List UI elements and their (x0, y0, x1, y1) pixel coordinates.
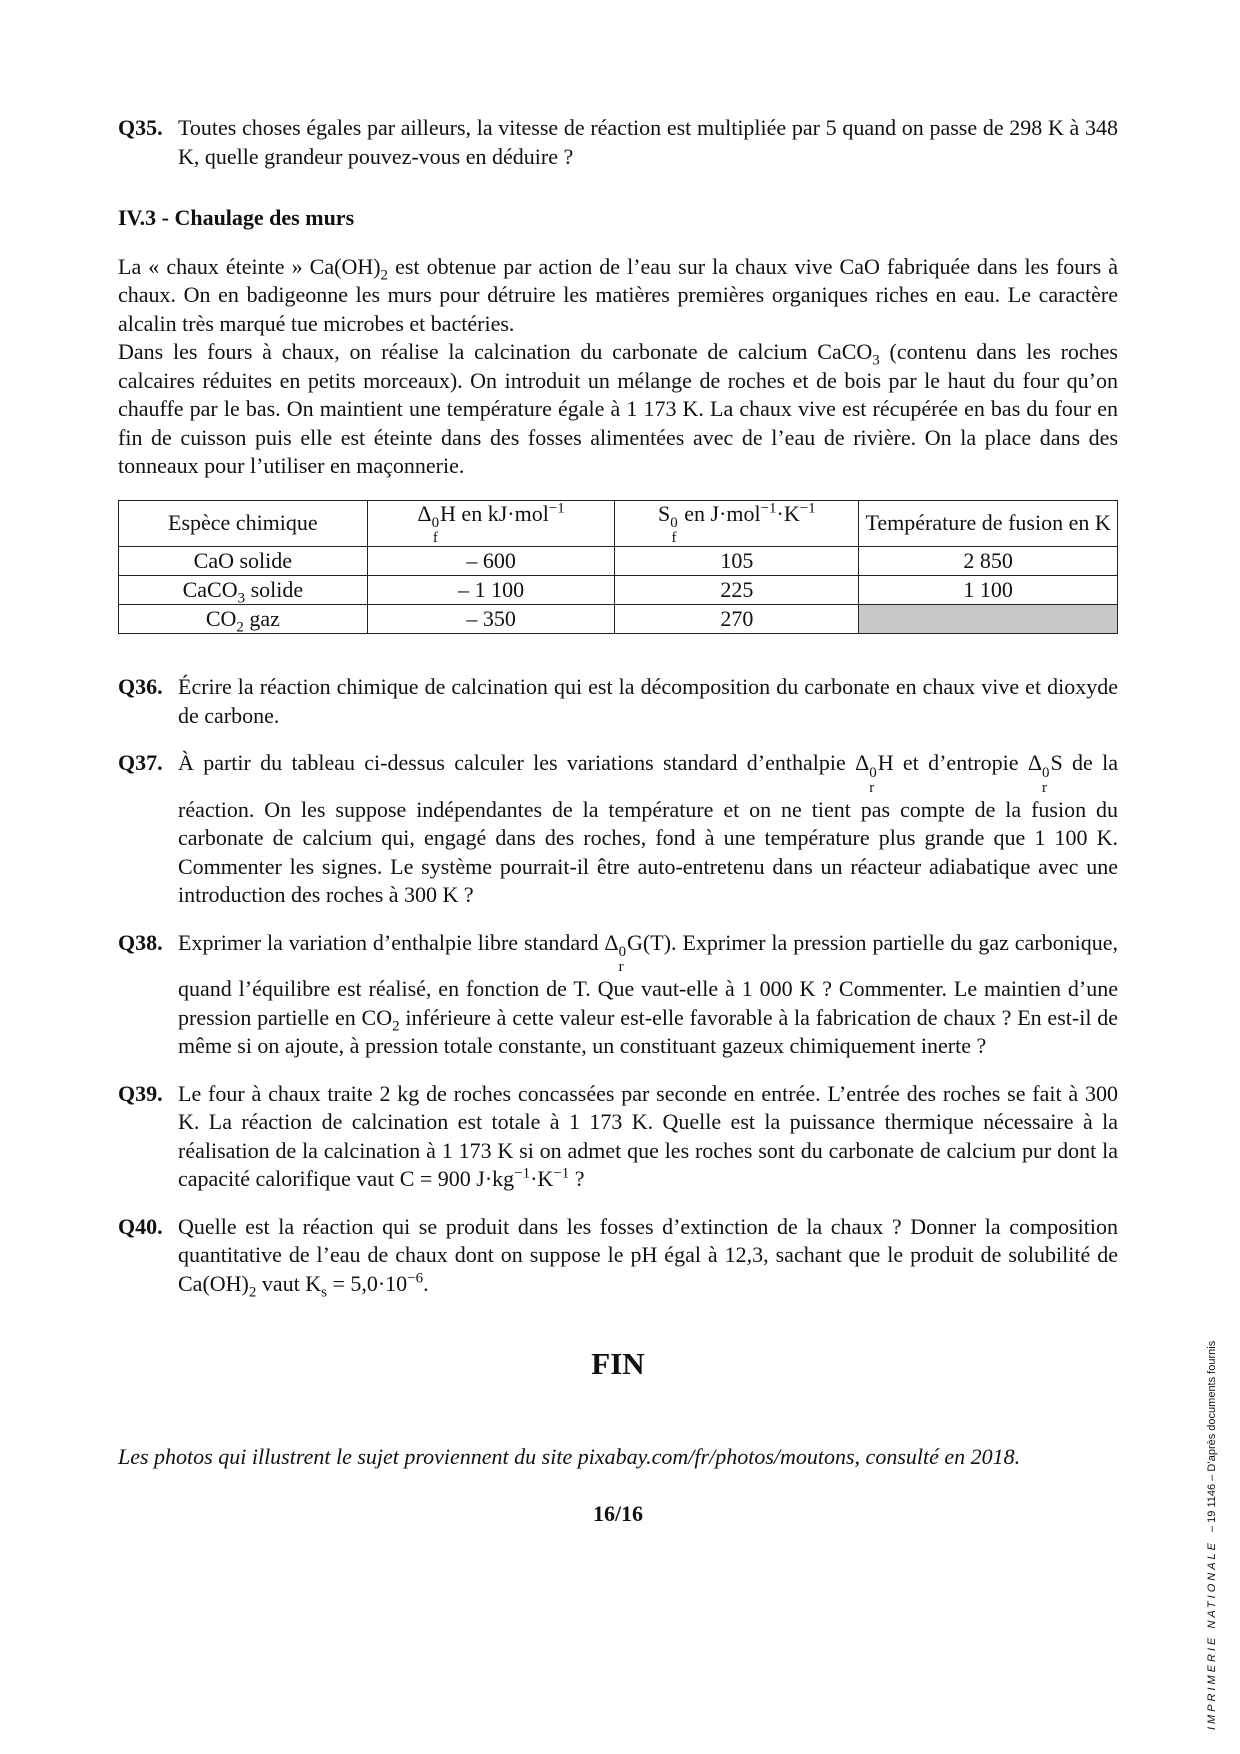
question-text: Le four à chaux traite 2 kg de roches concassées par seconde en entrée. L’entrée des roches se fait à 300 K. La réaction de calcination est totale à 1 173 K. Quelle est la puissance thermique nécessaire à la réalisation de la calcination à 1 173 K si on admet que les roches sont du carbonate de calcium pur dont la capacité calorifique vaut C = 900 $J\cdot kg^{-1}\cdot K^{-1}$ ? (178, 1080, 1118, 1192)
intro-paragraph-2: Dans les fours à chaux, on réalise la calcination du carbonate de calcium CaCO$_3$ (contenu dans les roches calcaires réduites en petits morceaux). On introduit un mélange de roches et de bois par le haut du four qu’on chauffe par le bas. On maintient une température égale à 1 173 K. La chaux vive est récupérée en bas du four en fin de cuisson puis elle est éteinte dans des fosses alimentées avec de l’eau de rivière. On la place dans des tonneaux pour l’utiliser en maçonnerie. (118, 339, 1118, 478)
photo-credit: Les photos qui illustrent le sujet proviennent du site pixabay.com/fr/photos/moutons, consulté en 2018. (118, 1443, 1021, 1469)
question-36 (118, 673, 1118, 730)
question-40 (118, 1213, 1118, 1299)
question-text: Quelle est la réaction qui se produit dans les fosses d’extinction de la chaux ? Donner la composition quantitative de l’eau de chaux dont on suppose le pH égal à 12,3, sachant que le produit de solubilité de $Ca(OH)_2$ vaut $K_s = 5,0\cdot 10^{-6}$. (178, 1213, 1118, 1301)
header-entropy: S 0 f en $J\cdot mol^{-1}\cdot K^{-1}$ (615, 500, 859, 547)
table-row: $CO_2$ gaz – 350 270 (119, 605, 1118, 634)
table-row: CaO solide – 600 105 2 850 (119, 547, 1118, 576)
question-label: Q36. (118, 674, 163, 700)
header-enthalpy: Δ 0 f H en kJ·mol$^{-1}$ (367, 500, 615, 547)
header-species: Espèce chimique (119, 500, 368, 547)
question-text: Écrire la réaction chimique de calcination qui est la décomposition du carbonate en chaux vive et dioxyde de carbone. (178, 674, 1118, 728)
question-35 (118, 114, 1118, 171)
header-fusion-temperature: Température de fusion en K (859, 500, 1118, 547)
question-38 (118, 929, 1118, 1061)
thermo-data-table (118, 500, 1118, 635)
printer-sidebar-text: IMPRIMERIE NATIONALE – 19 1146 – D’après documents fournis (1205, 1340, 1218, 1730)
question-text: Toutes choses égales par ailleurs, la vitesse de réaction est multipliée par 5 quand on passe de 298 K à 348 K, quelle grandeur pouvez-vous en déduire ? (178, 115, 1118, 169)
question-label: Q40. (118, 1213, 163, 1239)
intro-paragraph-1: La « chaux éteinte » $Ca(OH)_2$ est obtenue par action de l’eau sur la chaux vive CaO fabriquée dans les fours à chaux. On en badigeonne les murs pour détruire les matières premières organiques riches en eau. Le caractère alcalin très marqué tue microbes et bactéries. (118, 253, 1118, 336)
section-title: IV.3 - Chaulage des murs (118, 205, 355, 230)
table-header-row (119, 500, 1118, 547)
question-label: Q35. (118, 115, 163, 140)
question-39 (118, 1080, 1118, 1194)
question-37 (118, 749, 1118, 910)
empty-grey-cell (859, 605, 1118, 634)
table-row: CaCO$_3$ solide – 1 100 225 1 100 (119, 576, 1118, 605)
question-label: Q38. (118, 929, 163, 955)
question-label: Q37. (118, 750, 163, 776)
page-content (118, 114, 1118, 1529)
question-label: Q39. (118, 1080, 163, 1106)
end-marker: FIN (591, 1346, 645, 1382)
page-number: 16/16 (592, 1501, 644, 1527)
question-text: Exprimer la variation d’enthalpie libre standard Δ 0 r G(T). Exprimer la pression partielle du gaz carbonique, quand l’équilibre est réalisé, en fonction de T. Que vaut-elle à 1 000 K ? Commenter. Le maintien d’une pression partielle en $CO_2$ inférieure à cette valeur est-elle favorable à la fabrication de chaux ? En est-il de même si on ajoute, à pression totale constante, un constituant gazeux chimiquement inerte ? (178, 929, 1118, 1059)
question-text: À partir du tableau ci-dessus calculer les variations standard d’enthalpie Δ 0 r H et d’entropie Δ 0 r S de la réaction. On les suppose indépendantes de la température et on ne tient pas compte de la fusion du carbonate de calcium qui, engagé dans des roches, fond à une température plus grande que 1 100 K. Commenter les signes. Le système pourrait-il être auto-entretenu dans un réacteur adiabatique avec une introduction des roches à 300 K ? (178, 750, 1118, 908)
